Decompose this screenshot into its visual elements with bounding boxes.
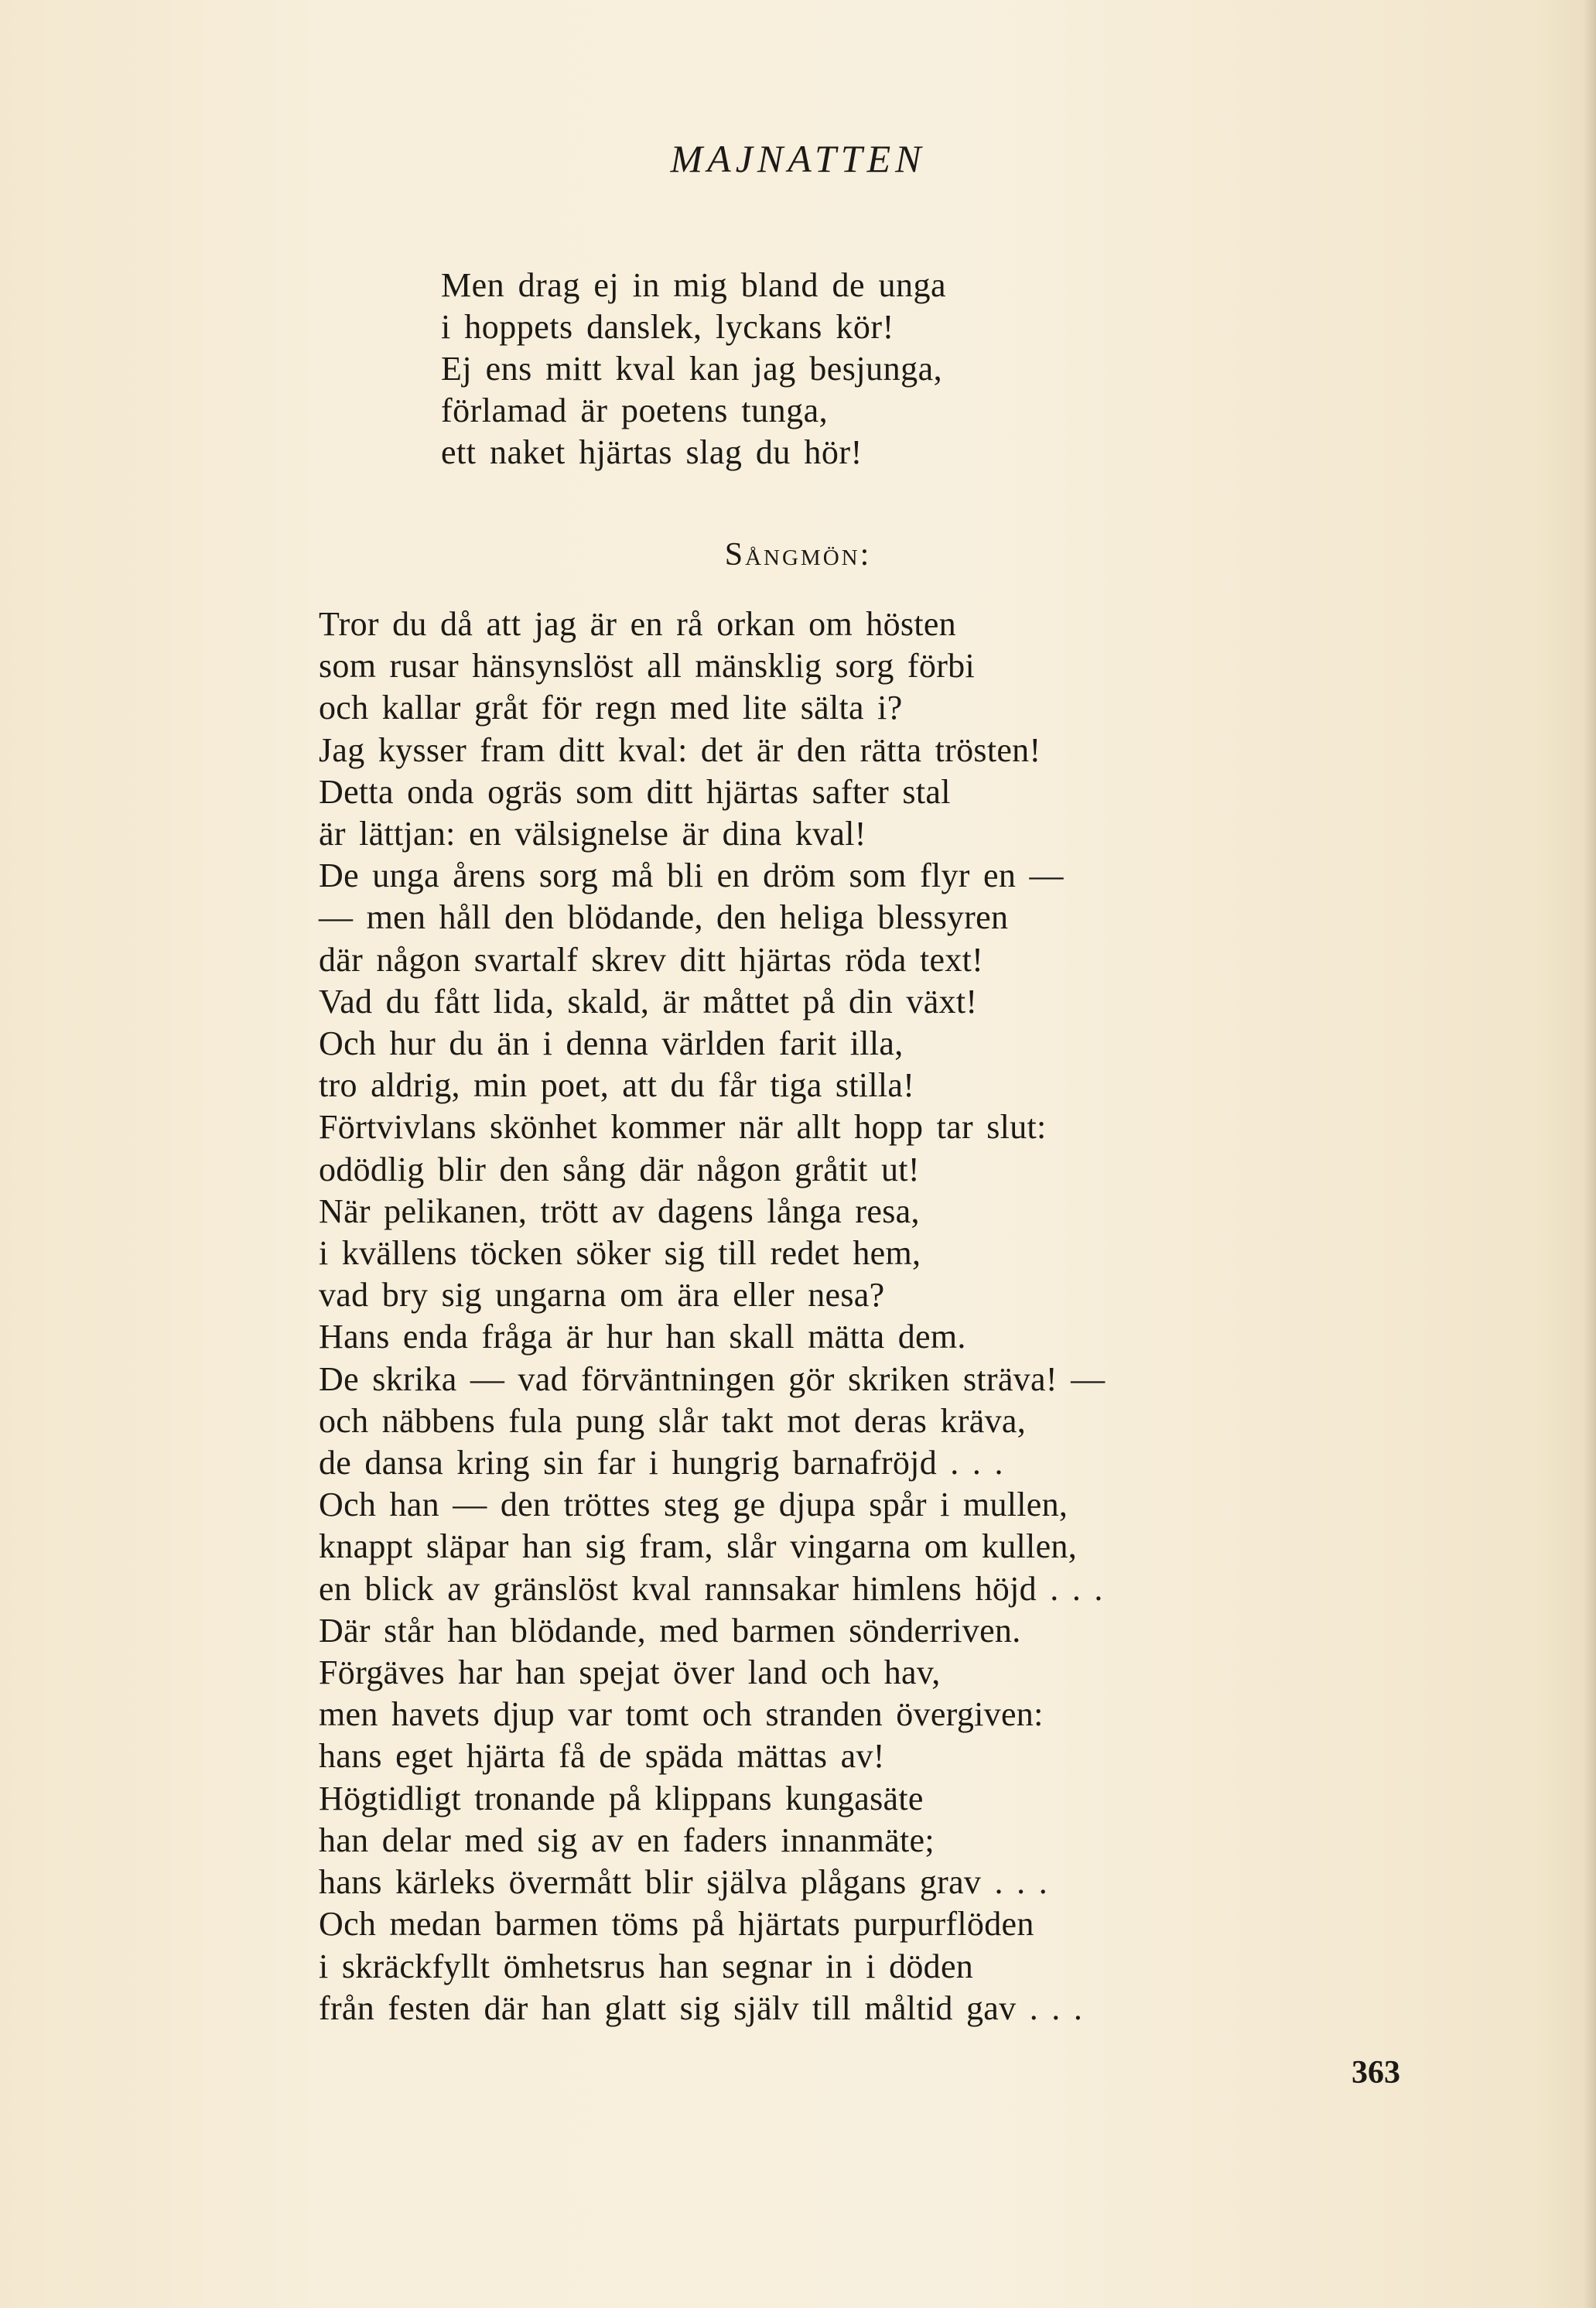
verse-line: Och medan barmen töms på hjärtats purpurflöden (319, 1905, 1034, 1944)
verse-line: — men håll den blödande, den heliga blessyren (319, 898, 1009, 937)
verse-line: Och hur du än i denna världen farit illa, (319, 1024, 904, 1063)
verse-line: i skräckfyllt ömhetsrus han segnar in i döden (319, 1947, 974, 1985)
verse-line: odödlig blir den sång där någon gråtit ut! (319, 1150, 920, 1188)
verse-line: en blick av gränslöst kval rannsakar himlens höjd . . . (319, 1569, 1103, 1608)
verse-line: men havets djup var tomt och stranden övergiven: (319, 1695, 1044, 1734)
verse-line: vad bry sig ungarna om ära eller nesa? (319, 1276, 885, 1315)
verse-line: hans kärleks övermått blir själva plågans grav . . . (319, 1863, 1048, 1902)
verse-line: Jag kysser fram ditt kval: det är den rätta trösten! (319, 730, 1041, 769)
verse-line: och näbbens fula pung slår takt mot deras kräva, (319, 1401, 1027, 1440)
opening-stanza (441, 265, 946, 474)
verse-line: Och han — den tröttes steg ge djupa spår i mullen, (319, 1486, 1068, 1524)
verse-line: hans eget hjärta få de späda mättas av! (319, 1737, 885, 1776)
stanza-line: ett naket hjärtas slag du hör! (441, 433, 863, 471)
speaker-heading: Sångmön: (724, 537, 872, 573)
verse-block (319, 603, 1105, 2029)
verse-line: När pelikanen, trött av dagens långa resa, (319, 1192, 920, 1230)
page-number: 363 (1352, 2055, 1400, 2091)
verse-line: och kallar gråt för regn med lite sälta i? (319, 689, 903, 727)
verse-line: som rusar hänsynslöst all mänsklig sorg förbi (319, 647, 975, 686)
verse-line: Tror du då att jag är en rå orkan om hösten (319, 605, 956, 643)
stanza-line: Ej ens mitt kval kan jag besjunga, (441, 350, 943, 388)
verse-line: tro aldrig, min poet, att du får tiga stilla! (319, 1066, 915, 1105)
page-edge-shadow (1584, 0, 1596, 2308)
verse-line: Förgäves har han spejat över land och hav, (319, 1653, 941, 1692)
verse-line: De unga årens sorg må bli en dröm som flyr en — (319, 857, 1064, 895)
verse-line: Hans enda fråga är hur han skall mätta dem. (319, 1318, 966, 1356)
verse-line: i kvällens töcken söker sig till redet hem, (319, 1234, 921, 1273)
stanza-line: i hoppets danslek, lyckans kör! (441, 308, 894, 346)
verse-line: de dansa kring sin far i hungrig barnafröjd . . . (319, 1444, 1003, 1482)
verse-line: från festen där han glatt sig själv till måltid gav . . . (319, 1988, 1083, 2027)
verse-line: är lättjan: en välsignelse är dina kval! (319, 815, 866, 853)
verse-line: Detta onda ogräs som ditt hjärtas safter stal (319, 772, 951, 811)
verse-line: Vad du fått lida, skald, är måttet på din växt! (319, 982, 978, 1021)
verse-line: han delar med sig av en faders innanmäte; (319, 1821, 935, 1859)
verse-line: Förtvivlans skönhet kommer när allt hopp tar slut: (319, 1108, 1047, 1147)
poem-title: MAJNATTEN (670, 137, 926, 180)
verse-line: knappt släpar han sig fram, slår vingarna om kullen, (319, 1527, 1078, 1566)
stanza-line: förlamad är poetens tunga, (441, 392, 829, 429)
verse-line: Där står han blödande, med barmen sönderriven. (319, 1611, 1021, 1650)
verse-line: där någon svartalf skrev ditt hjärtas röda text! (319, 940, 984, 979)
verse-line: De skrika — vad förväntningen gör skriken sträva! — (319, 1359, 1106, 1398)
stanza-line: Men drag ej in mig bland de unga (441, 266, 947, 304)
verse-line: Högtidligt tronande på klippans kungasäte (319, 1779, 924, 1817)
